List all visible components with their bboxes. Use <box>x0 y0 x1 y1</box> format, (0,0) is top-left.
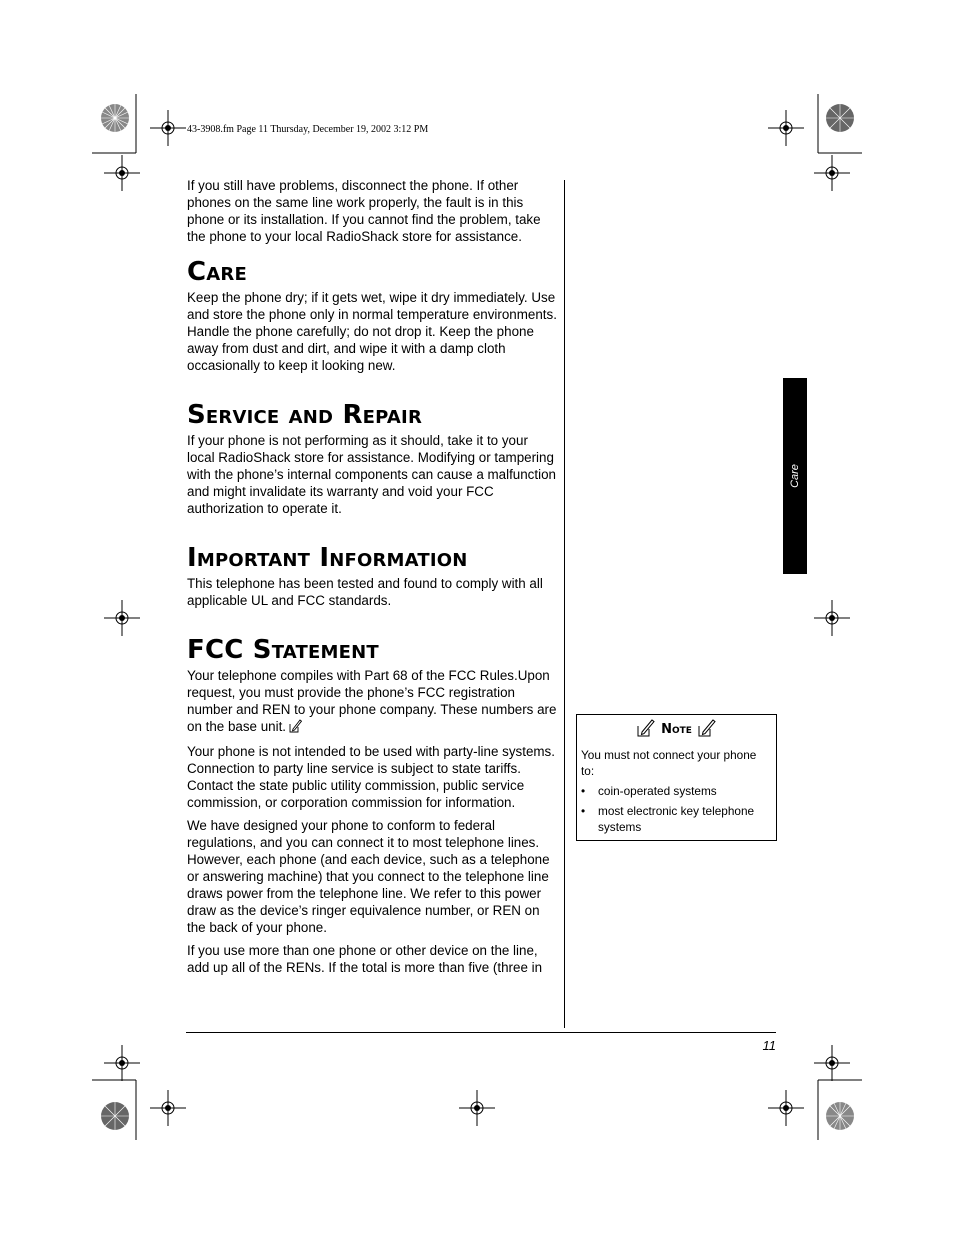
print-slug: 43-3908.fm Page 11 Thursday, December 19, 2002 3:12 PM <box>187 124 429 135</box>
main-column <box>187 177 559 982</box>
service-paragraph: If your phone is not performing as it should, take it to your local RadioShack store for assistance. Modifying or tampering with the phone’s internal components can cause a malfunction and might invalidate its warranty and void your FCC authorization to operate it. <box>187 433 556 516</box>
note-box <box>576 714 777 841</box>
heading-fcc-statement: FCC Statement <box>187 635 379 665</box>
list-item: • most electronic key telephone systems <box>581 803 772 835</box>
pencil-note-icon <box>637 719 655 741</box>
fcc-paragraph-1-text: Your telephone compiles with Part 68 of the FCC Rules.Upon request, you must provide the phone’s FCC registration number and REN to your phone company. These numbers are on the base unit. <box>187 668 557 734</box>
fcc-paragraph-1 <box>187 667 559 737</box>
note-body <box>577 741 776 835</box>
fcc-paragraph-4: If you use more than one phone or other device on the line, add up all of the RENs. If the total is more than five (three in <box>187 943 543 975</box>
note-title: Note <box>661 722 692 737</box>
intro-paragraph: If you still have problems, disconnect the phone. If other phones on the same line work properly, the fault is in this phone or its installation. If you cannot find the problem, take the phone to your local RadioShack store for assistance. <box>187 178 541 244</box>
note-intro: You must not connect your phone to: <box>581 748 757 778</box>
pencil-note-icon <box>289 719 302 737</box>
fcc-paragraph-2: Your phone is not intended to be used with party-line systems. Connection to party line service is subject to state tariffs. Contact the state public utility commission, public service commission, or corporation commission for information. <box>187 744 555 810</box>
note-header <box>577 719 776 741</box>
important-info-paragraph: This telephone has been tested and found to comply with all applicable UL and FCC standards. <box>187 576 543 608</box>
heading-important-information: Important Information <box>187 543 468 573</box>
column-divider <box>564 180 565 1028</box>
heading-service-and-repair: Service and Repair <box>187 400 423 430</box>
side-tab <box>783 378 807 574</box>
heading-care: Care <box>187 257 247 287</box>
note-list <box>581 783 772 835</box>
side-tab-label: Care <box>789 464 801 488</box>
footer-rule <box>186 1032 776 1033</box>
page-number: 11 <box>762 1038 776 1053</box>
fcc-paragraph-3: We have designed your phone to conform to federal regulations, and you can connect it to most telephone lines. However, each phone (and each device, such as a telephone or answering machine) that you connect to the telephone line draws power from the telephone line. We refer to this power draw as the device’s ringer equivalence number, or REN on the back of your phone. <box>187 818 550 935</box>
list-item: • coin-operated systems <box>581 783 772 799</box>
care-paragraph: Keep the phone dry; if it gets wet, wipe it dry immediately. Use and store the phone only in normal temperature environments. Handle the phone carefully; do not drop it. Keep the phone away from dust and dirt, and wipe it with a damp cloth occasionally to keep it looking new. <box>187 290 557 373</box>
pencil-note-icon <box>698 719 716 741</box>
